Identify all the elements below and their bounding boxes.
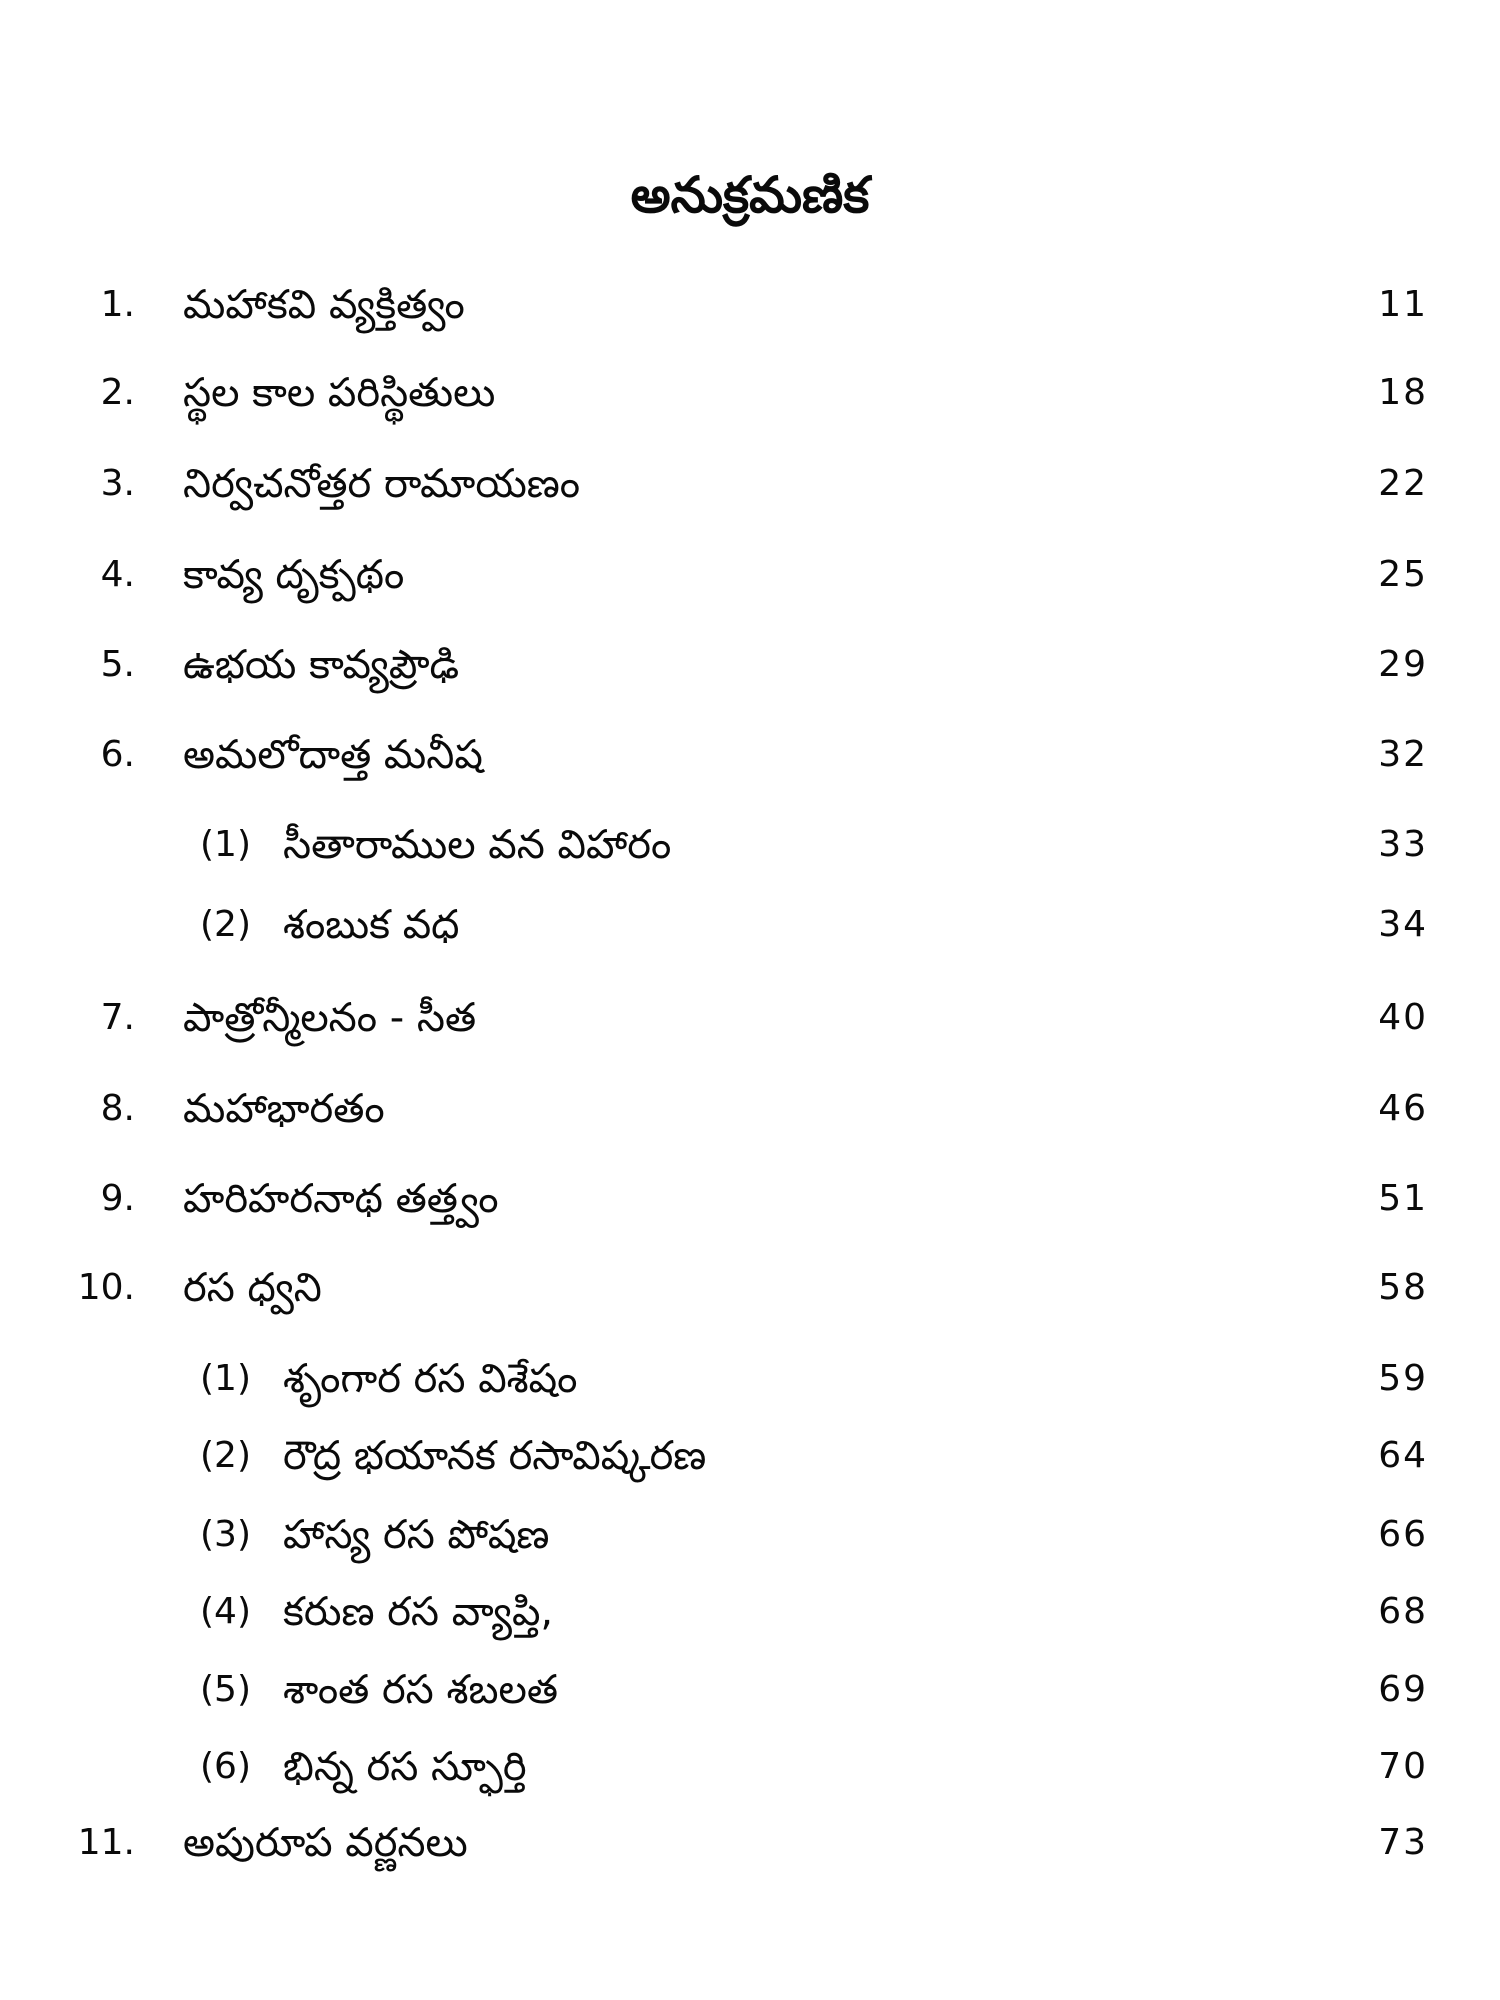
toc-entry bbox=[0, 720, 1500, 790]
entry-page-number: 66 bbox=[1378, 1514, 1428, 1555]
subentry-title: హాస్య రస పోషణ bbox=[283, 1512, 550, 1558]
entry-title: స్థల కాల పరిస్థితులు bbox=[183, 370, 496, 416]
subentry-number: (1) bbox=[200, 1358, 251, 1399]
toc-subentry bbox=[0, 1577, 1500, 1647]
subentry-title: సీతారాముల వన విహారం bbox=[283, 822, 672, 868]
entry-title: హరిహరనాథ తత్త్వం bbox=[183, 1176, 499, 1222]
toc-entry bbox=[0, 1164, 1500, 1234]
entry-number: 8. bbox=[100, 1088, 135, 1129]
subentry-number: (3) bbox=[200, 1514, 251, 1555]
entry-title: అమలోదాత్త మనీష bbox=[183, 732, 483, 778]
entry-page-number: 46 bbox=[1378, 1088, 1428, 1129]
entry-page-number: 73 bbox=[1378, 1822, 1428, 1863]
toc-subentry bbox=[0, 890, 1500, 960]
toc-entry bbox=[0, 630, 1500, 700]
entry-number: 6. bbox=[100, 734, 135, 775]
entry-page-number: 22 bbox=[1378, 463, 1428, 504]
entry-number: 3. bbox=[100, 463, 135, 504]
toc-subentry bbox=[0, 810, 1500, 880]
entry-number: 9. bbox=[100, 1178, 135, 1219]
subentry-number: (1) bbox=[200, 824, 251, 865]
toc-entry bbox=[0, 449, 1500, 519]
subentry-number: (6) bbox=[200, 1746, 251, 1787]
toc-entry bbox=[0, 1253, 1500, 1323]
entry-page-number: 64 bbox=[1378, 1435, 1428, 1476]
subentry-title: రౌద్ర భయానక రసావిష్కరణ bbox=[283, 1433, 707, 1479]
subentry-number: (2) bbox=[200, 1435, 251, 1476]
toc-subentry bbox=[0, 1344, 1500, 1414]
entry-number: 1. bbox=[100, 284, 135, 325]
entry-page-number: 25 bbox=[1378, 554, 1428, 595]
toc-entry bbox=[0, 1808, 1500, 1878]
entry-number: 5. bbox=[100, 644, 135, 685]
entry-title: నిర్వచనోత్తర రామాయణం bbox=[183, 461, 581, 507]
entry-number: 11. bbox=[77, 1822, 135, 1863]
entry-title: కావ్య దృక్పథం bbox=[183, 552, 405, 598]
entry-page-number: 11 bbox=[1378, 284, 1428, 325]
subentry-title: శంబుక వధ bbox=[283, 902, 460, 948]
entry-number: 4. bbox=[100, 554, 135, 595]
entry-page-number: 29 bbox=[1378, 644, 1428, 685]
entry-number: 2. bbox=[100, 372, 135, 413]
page-title: అనుక్రమణిక bbox=[630, 166, 870, 224]
entry-page-number: 59 bbox=[1378, 1358, 1428, 1399]
toc-entry bbox=[0, 983, 1500, 1053]
entry-title: మహాభారతం bbox=[183, 1086, 385, 1132]
subentry-title: కరుణ రస వ్యాప్తి, bbox=[283, 1589, 554, 1635]
entry-page-number: 69 bbox=[1378, 1669, 1428, 1710]
entry-page-number: 68 bbox=[1378, 1591, 1428, 1632]
subentry-number: (4) bbox=[200, 1591, 251, 1632]
entry-page-number: 51 bbox=[1378, 1178, 1428, 1219]
toc-subentry bbox=[0, 1500, 1500, 1570]
toc-entry bbox=[0, 1074, 1500, 1144]
entry-page-number: 34 bbox=[1378, 904, 1428, 945]
entry-page-number: 40 bbox=[1378, 997, 1428, 1038]
entry-page-number: 58 bbox=[1378, 1267, 1428, 1308]
subentry-title: శృంగార రస విశేషం bbox=[283, 1356, 578, 1402]
entry-page-number: 70 bbox=[1378, 1746, 1428, 1787]
entry-title: మహాకవి వ్యక్తిత్వం bbox=[183, 282, 465, 328]
subentry-number: (5) bbox=[200, 1669, 251, 1710]
subentry-number: (2) bbox=[200, 904, 251, 945]
entry-page-number: 32 bbox=[1378, 734, 1428, 775]
entry-title: పాత్రోన్మీలనం - సీత bbox=[183, 995, 477, 1041]
entry-page-number: 18 bbox=[1378, 372, 1428, 413]
entry-title: అపురూప వర్ణనలు bbox=[183, 1820, 468, 1866]
toc-subentry bbox=[0, 1732, 1500, 1802]
entry-title: రస ధ్వని bbox=[183, 1265, 322, 1311]
entry-title: ఉభయ కావ్యప్రౌఢి bbox=[183, 642, 460, 688]
subentry-title: భిన్న రస స్ఫూర్తి bbox=[283, 1744, 527, 1790]
toc-entry bbox=[0, 540, 1500, 610]
entry-number: 10. bbox=[77, 1267, 135, 1308]
toc-entry bbox=[0, 270, 1500, 340]
toc-subentry bbox=[0, 1421, 1500, 1491]
entry-page-number: 33 bbox=[1378, 824, 1428, 865]
subentry-title: శాంత రస శబలత bbox=[283, 1667, 558, 1713]
toc-subentry bbox=[0, 1655, 1500, 1725]
entry-number: 7. bbox=[100, 997, 135, 1038]
toc-entry bbox=[0, 358, 1500, 428]
